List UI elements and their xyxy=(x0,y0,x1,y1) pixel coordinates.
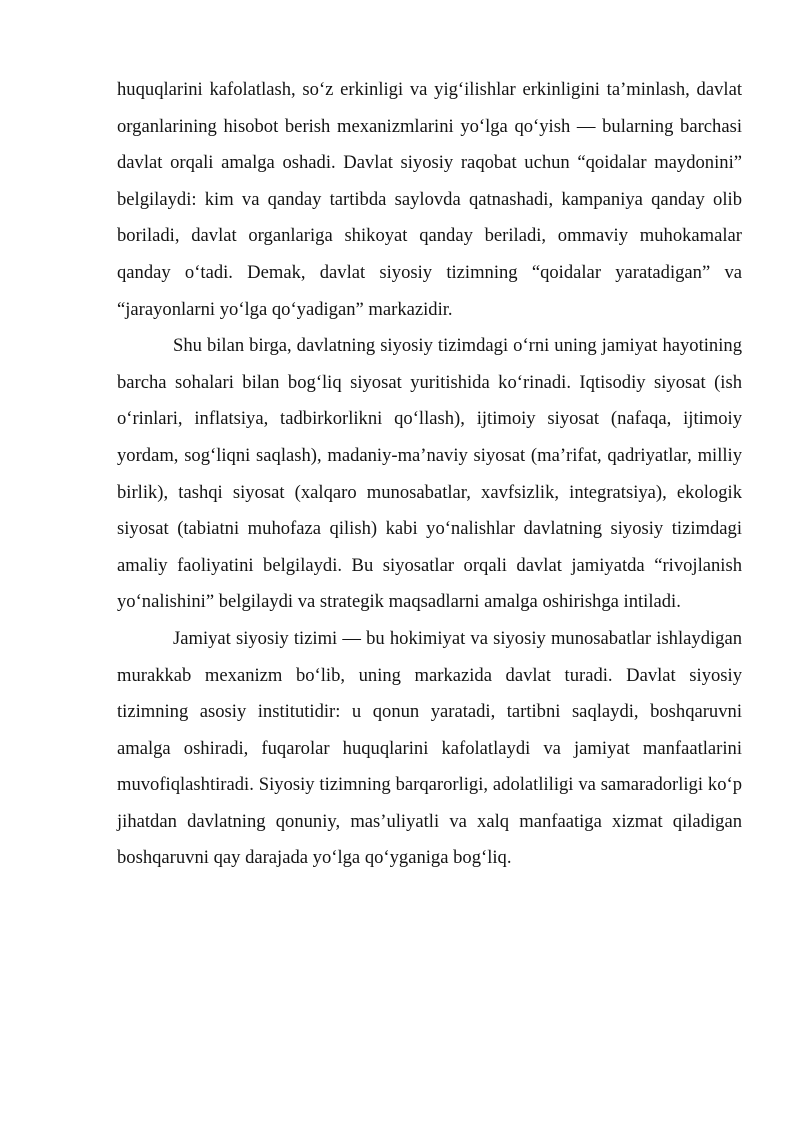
document-body xyxy=(117,72,742,877)
paragraph-political-system-summary: Jamiyat siyosiy tizimi — bu hokimiyat va siyosiy munosabatlar ishlaydigan murakkab mexanizm bo‘lib, uning markazida davlat turadi. Davlat siyosiy tizimning asosiy institutidir: u qonun yaratadi, tartibni saqlaydi, boshqaruvni amalga oshiradi, fuqarolar huquqlarini kafolatlaydi va jamiyat manfaatlarini muvofiqlashtiradi. Siyosiy tizimning barqarorligi, adolatliligi va samaradorligi ko‘p jihatdan davlatning qonuniy, mas’uliyatli va xalq manfaatiga xizmat qiladigan boshqaruvni qay darajada yo‘lga qo‘yganiga bog‘liq. xyxy=(117,627,742,869)
paragraph-continuation: huquqlarini kafolatlash, so‘z erkinligi va yig‘ilishlar erkinligini ta’minlash, davlat organlarining hisobot berish mexanizmlarini yo‘lga qo‘yish — bularning barchasi davlat orqali amalga oshadi. Davlat siyosiy raqobat uchun “qoidalar maydonini” belgilaydi: kim va qanday tartibda saylovda qatnashadi, kampaniya qanday olib boriladi, davlat organlariga shikoyat qanday beriladi, ommaviy muhokamalar qanday o‘tadi. Demak, davlat siyosiy tizimning “qoidalar yaratadigan” va “jarayonlarni yo‘lga qo‘yadigan” markazidir. xyxy=(117,79,742,320)
paragraph-state-policy-areas: Shu bilan birga, davlatning siyosiy tizimdagi o‘rni uning jamiyat hayotining barcha sohalari bilan bog‘liq siyosat yuritishida ko‘rinadi. Iqtisodiy siyosat (ish o‘rinlari, inflatsiya, tadbirkorlikni qo‘llash), ijtimoiy siyosat (nafaqa, ijtimoiy yordam, sog‘liqni saqlash), madaniy-ma’naviy siyosat (ma’rifat, qadriyatlar, milliy birlik), tashqi siyosat (xalqaro munosabatlar, xavfsizlik, integratsiya), ekologik siyosat (tabiatni muhofaza qilish) kabi yo‘nalishlar davlatning siyosiy tizimdagi amaliy faoliyatini belgilaydi. Bu siyosatlar orqali davlat jamiyatda “rivojlanish yo‘nalishini” belgilaydi va strategik maqsadlarni amalga oshirishga intiladi. xyxy=(117,335,742,613)
